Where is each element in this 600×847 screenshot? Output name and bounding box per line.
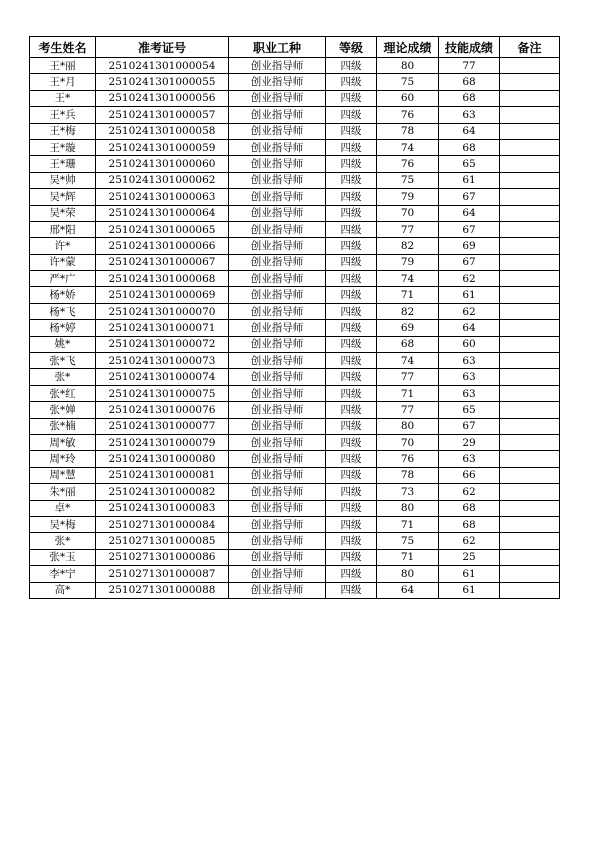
cell-candidate-name: 吴*辉 — [30, 189, 96, 205]
cell-theory-score: 76 — [377, 107, 439, 123]
table-row — [30, 484, 560, 500]
cell-admission-number: 2510241301000074 — [96, 369, 229, 385]
cell-theory-score: 80 — [377, 566, 439, 582]
table-row — [30, 107, 560, 123]
cell-occupation: 创业指导师 — [229, 320, 326, 336]
cell-theory-score: 71 — [377, 287, 439, 303]
cell-admission-number: 2510241301000067 — [96, 254, 229, 270]
cell-level: 四级 — [326, 221, 377, 237]
cell-skill-score: 68 — [439, 90, 500, 106]
cell-level: 四级 — [326, 336, 377, 352]
cell-remarks — [500, 303, 560, 319]
cell-level: 四级 — [326, 123, 377, 139]
cell-level: 四级 — [326, 500, 377, 516]
cell-skill-score: 77 — [439, 58, 500, 74]
table-row — [30, 385, 560, 401]
cell-level: 四级 — [326, 74, 377, 90]
cell-skill-score: 62 — [439, 533, 500, 549]
cell-skill-score: 66 — [439, 467, 500, 483]
cell-admission-number: 2510241301000077 — [96, 418, 229, 434]
cell-candidate-name: 张*婵 — [30, 402, 96, 418]
cell-level: 四级 — [326, 271, 377, 287]
header-level: 等级 — [326, 37, 377, 58]
cell-admission-number: 2510271301000086 — [96, 549, 229, 565]
cell-level: 四级 — [326, 287, 377, 303]
cell-theory-score: 82 — [377, 238, 439, 254]
cell-level: 四级 — [326, 303, 377, 319]
table-row — [30, 516, 560, 532]
cell-admission-number: 2510271301000088 — [96, 582, 229, 598]
cell-skill-score: 67 — [439, 254, 500, 270]
cell-occupation: 创业指导师 — [229, 369, 326, 385]
table-row — [30, 467, 560, 483]
cell-theory-score: 69 — [377, 320, 439, 336]
cell-occupation: 创业指导师 — [229, 254, 326, 270]
cell-admission-number: 2510241301000070 — [96, 303, 229, 319]
cell-skill-score: 68 — [439, 516, 500, 532]
cell-skill-score: 61 — [439, 172, 500, 188]
table-row — [30, 320, 560, 336]
cell-theory-score: 64 — [377, 582, 439, 598]
cell-remarks — [500, 418, 560, 434]
cell-candidate-name: 王*兵 — [30, 107, 96, 123]
cell-remarks — [500, 369, 560, 385]
table-row — [30, 336, 560, 352]
cell-occupation: 创业指导师 — [229, 303, 326, 319]
cell-admission-number: 2510271301000085 — [96, 533, 229, 549]
cell-occupation: 创业指导师 — [229, 385, 326, 401]
table-row — [30, 533, 560, 549]
cell-candidate-name: 高* — [30, 582, 96, 598]
cell-remarks — [500, 139, 560, 155]
cell-skill-score: 29 — [439, 434, 500, 450]
table-row — [30, 582, 560, 598]
cell-skill-score: 63 — [439, 369, 500, 385]
cell-admission-number: 2510241301000072 — [96, 336, 229, 352]
cell-level: 四级 — [326, 58, 377, 74]
table-row — [30, 451, 560, 467]
cell-admission-number: 2510241301000062 — [96, 172, 229, 188]
table-row — [30, 189, 560, 205]
cell-remarks — [500, 123, 560, 139]
cell-level: 四级 — [326, 107, 377, 123]
cell-skill-score: 67 — [439, 189, 500, 205]
cell-remarks — [500, 434, 560, 450]
table-row — [30, 221, 560, 237]
cell-admission-number: 2510241301000056 — [96, 90, 229, 106]
cell-theory-score: 80 — [377, 418, 439, 434]
cell-theory-score: 71 — [377, 516, 439, 532]
header-occupation: 职业工种 — [229, 37, 326, 58]
cell-theory-score: 78 — [377, 467, 439, 483]
cell-remarks — [500, 90, 560, 106]
cell-skill-score: 61 — [439, 582, 500, 598]
cell-candidate-name: 王*丽 — [30, 58, 96, 74]
header-skill-score: 技能成绩 — [439, 37, 500, 58]
cell-candidate-name: 周*敏 — [30, 434, 96, 450]
cell-occupation: 创业指导师 — [229, 74, 326, 90]
cell-remarks — [500, 74, 560, 90]
cell-skill-score: 68 — [439, 139, 500, 155]
cell-candidate-name: 卓* — [30, 500, 96, 516]
cell-admission-number: 2510241301000081 — [96, 467, 229, 483]
cell-occupation: 创业指导师 — [229, 353, 326, 369]
cell-candidate-name: 周*玲 — [30, 451, 96, 467]
cell-candidate-name: 周*慧 — [30, 467, 96, 483]
cell-theory-score: 82 — [377, 303, 439, 319]
cell-level: 四级 — [326, 172, 377, 188]
cell-theory-score: 77 — [377, 402, 439, 418]
table-row — [30, 500, 560, 516]
cell-admission-number: 2510241301000057 — [96, 107, 229, 123]
cell-level: 四级 — [326, 516, 377, 532]
cell-theory-score: 80 — [377, 500, 439, 516]
cell-occupation: 创业指导师 — [229, 107, 326, 123]
cell-admission-number: 2510241301000065 — [96, 221, 229, 237]
cell-occupation: 创业指导师 — [229, 287, 326, 303]
cell-candidate-name: 严*广 — [30, 271, 96, 287]
cell-candidate-name: 张*楠 — [30, 418, 96, 434]
cell-theory-score: 75 — [377, 533, 439, 549]
cell-level: 四级 — [326, 320, 377, 336]
cell-theory-score: 73 — [377, 484, 439, 500]
cell-level: 四级 — [326, 533, 377, 549]
cell-theory-score: 71 — [377, 549, 439, 565]
cell-occupation: 创业指导师 — [229, 533, 326, 549]
cell-remarks — [500, 221, 560, 237]
cell-skill-score: 62 — [439, 303, 500, 319]
cell-occupation: 创业指导师 — [229, 123, 326, 139]
cell-level: 四级 — [326, 582, 377, 598]
cell-candidate-name: 张*红 — [30, 385, 96, 401]
cell-theory-score: 71 — [377, 385, 439, 401]
cell-remarks — [500, 156, 560, 172]
cell-occupation: 创业指导师 — [229, 172, 326, 188]
cell-theory-score: 74 — [377, 271, 439, 287]
cell-admission-number: 2510241301000066 — [96, 238, 229, 254]
cell-skill-score: 64 — [439, 123, 500, 139]
cell-occupation: 创业指导师 — [229, 238, 326, 254]
cell-level: 四级 — [326, 90, 377, 106]
table-row — [30, 549, 560, 565]
cell-admission-number: 2510241301000071 — [96, 320, 229, 336]
cell-candidate-name: 朱*丽 — [30, 484, 96, 500]
cell-admission-number: 2510241301000058 — [96, 123, 229, 139]
cell-occupation: 创业指导师 — [229, 189, 326, 205]
cell-skill-score: 65 — [439, 402, 500, 418]
cell-theory-score: 70 — [377, 434, 439, 450]
cell-candidate-name: 许* — [30, 238, 96, 254]
cell-remarks — [500, 516, 560, 532]
cell-level: 四级 — [326, 549, 377, 565]
cell-skill-score: 68 — [439, 500, 500, 516]
cell-skill-score: 65 — [439, 156, 500, 172]
cell-level: 四级 — [326, 484, 377, 500]
cell-theory-score: 68 — [377, 336, 439, 352]
cell-skill-score: 67 — [439, 221, 500, 237]
cell-occupation: 创业指导师 — [229, 566, 326, 582]
cell-level: 四级 — [326, 418, 377, 434]
cell-occupation: 创业指导师 — [229, 451, 326, 467]
table-header — [30, 37, 560, 58]
cell-occupation: 创业指导师 — [229, 402, 326, 418]
table-row — [30, 353, 560, 369]
cell-theory-score: 77 — [377, 221, 439, 237]
cell-level: 四级 — [326, 369, 377, 385]
cell-candidate-name: 许*蒙 — [30, 254, 96, 270]
cell-occupation: 创业指导师 — [229, 156, 326, 172]
cell-skill-score: 60 — [439, 336, 500, 352]
cell-skill-score: 68 — [439, 74, 500, 90]
cell-level: 四级 — [326, 139, 377, 155]
cell-remarks — [500, 336, 560, 352]
cell-remarks — [500, 320, 560, 336]
cell-remarks — [500, 566, 560, 582]
cell-admission-number: 2510241301000075 — [96, 385, 229, 401]
cell-occupation: 创业指导师 — [229, 516, 326, 532]
cell-skill-score: 69 — [439, 238, 500, 254]
cell-remarks — [500, 533, 560, 549]
cell-skill-score: 61 — [439, 566, 500, 582]
cell-occupation: 创业指导师 — [229, 434, 326, 450]
cell-occupation: 创业指导师 — [229, 139, 326, 155]
cell-level: 四级 — [326, 205, 377, 221]
cell-theory-score: 75 — [377, 74, 439, 90]
cell-remarks — [500, 500, 560, 516]
cell-occupation: 创业指导师 — [229, 484, 326, 500]
cell-admission-number: 2510241301000055 — [96, 74, 229, 90]
header-remarks: 备注 — [500, 37, 560, 58]
cell-skill-score: 64 — [439, 205, 500, 221]
table-row — [30, 287, 560, 303]
cell-theory-score: 75 — [377, 172, 439, 188]
cell-skill-score: 63 — [439, 451, 500, 467]
cell-skill-score: 61 — [439, 287, 500, 303]
cell-level: 四级 — [326, 402, 377, 418]
cell-remarks — [500, 58, 560, 74]
cell-admission-number: 2510241301000068 — [96, 271, 229, 287]
cell-theory-score: 79 — [377, 189, 439, 205]
cell-remarks — [500, 402, 560, 418]
cell-remarks — [500, 484, 560, 500]
cell-remarks — [500, 172, 560, 188]
table-body — [30, 58, 560, 599]
cell-level: 四级 — [326, 434, 377, 450]
cell-level: 四级 — [326, 467, 377, 483]
cell-candidate-name: 杨*娇 — [30, 287, 96, 303]
cell-occupation: 创业指导师 — [229, 336, 326, 352]
cell-skill-score: 63 — [439, 353, 500, 369]
header-theory-score: 理论成绩 — [377, 37, 439, 58]
cell-occupation: 创业指导师 — [229, 90, 326, 106]
cell-occupation: 创业指导师 — [229, 500, 326, 516]
cell-occupation: 创业指导师 — [229, 221, 326, 237]
cell-admission-number: 2510241301000059 — [96, 139, 229, 155]
cell-admission-number: 2510241301000076 — [96, 402, 229, 418]
header-row — [30, 37, 560, 58]
cell-level: 四级 — [326, 385, 377, 401]
cell-admission-number: 2510271301000087 — [96, 566, 229, 582]
cell-skill-score: 62 — [439, 271, 500, 287]
cell-remarks — [500, 189, 560, 205]
table-row — [30, 74, 560, 90]
table-row — [30, 90, 560, 106]
cell-admission-number: 2510241301000063 — [96, 189, 229, 205]
cell-level: 四级 — [326, 566, 377, 582]
cell-candidate-name: 王*珊 — [30, 156, 96, 172]
table-row — [30, 303, 560, 319]
cell-candidate-name: 吴*荣 — [30, 205, 96, 221]
cell-candidate-name: 张*飞 — [30, 353, 96, 369]
cell-remarks — [500, 467, 560, 483]
table-row — [30, 139, 560, 155]
cell-remarks — [500, 451, 560, 467]
cell-level: 四级 — [326, 238, 377, 254]
cell-candidate-name: 邢*阳 — [30, 221, 96, 237]
table-row — [30, 566, 560, 582]
cell-skill-score: 67 — [439, 418, 500, 434]
table-row — [30, 238, 560, 254]
cell-theory-score: 80 — [377, 58, 439, 74]
exam-score-table — [29, 36, 560, 599]
cell-theory-score: 74 — [377, 139, 439, 155]
cell-skill-score: 63 — [439, 385, 500, 401]
cell-remarks — [500, 254, 560, 270]
cell-occupation: 创业指导师 — [229, 418, 326, 434]
table-row — [30, 123, 560, 139]
cell-skill-score: 63 — [439, 107, 500, 123]
table-row — [30, 58, 560, 74]
table-row — [30, 156, 560, 172]
cell-admission-number: 2510241301000064 — [96, 205, 229, 221]
cell-theory-score: 76 — [377, 156, 439, 172]
table-row — [30, 172, 560, 188]
cell-admission-number: 2510241301000082 — [96, 484, 229, 500]
table-row — [30, 254, 560, 270]
cell-theory-score: 76 — [377, 451, 439, 467]
cell-occupation: 创业指导师 — [229, 582, 326, 598]
table-row — [30, 434, 560, 450]
cell-theory-score: 60 — [377, 90, 439, 106]
cell-remarks — [500, 238, 560, 254]
cell-skill-score: 62 — [439, 484, 500, 500]
cell-admission-number: 2510241301000054 — [96, 58, 229, 74]
cell-level: 四级 — [326, 156, 377, 172]
cell-level: 四级 — [326, 254, 377, 270]
cell-admission-number: 2510241301000079 — [96, 434, 229, 450]
cell-candidate-name: 王*璇 — [30, 139, 96, 155]
cell-admission-number: 2510241301000069 — [96, 287, 229, 303]
cell-remarks — [500, 353, 560, 369]
cell-theory-score: 74 — [377, 353, 439, 369]
cell-level: 四级 — [326, 353, 377, 369]
table-row — [30, 402, 560, 418]
cell-theory-score: 78 — [377, 123, 439, 139]
table-row — [30, 271, 560, 287]
cell-candidate-name: 吴*帅 — [30, 172, 96, 188]
cell-admission-number: 2510241301000073 — [96, 353, 229, 369]
cell-theory-score: 70 — [377, 205, 439, 221]
cell-candidate-name: 王* — [30, 90, 96, 106]
cell-theory-score: 77 — [377, 369, 439, 385]
cell-candidate-name: 姚* — [30, 336, 96, 352]
cell-admission-number: 2510271301000084 — [96, 516, 229, 532]
cell-occupation: 创业指导师 — [229, 58, 326, 74]
cell-occupation: 创业指导师 — [229, 205, 326, 221]
cell-candidate-name: 吴*梅 — [30, 516, 96, 532]
cell-remarks — [500, 271, 560, 287]
cell-candidate-name: 张* — [30, 369, 96, 385]
cell-candidate-name: 杨*飞 — [30, 303, 96, 319]
cell-admission-number: 2510241301000060 — [96, 156, 229, 172]
cell-skill-score: 25 — [439, 549, 500, 565]
cell-candidate-name: 王*梅 — [30, 123, 96, 139]
cell-remarks — [500, 107, 560, 123]
cell-remarks — [500, 385, 560, 401]
table-row — [30, 205, 560, 221]
cell-level: 四级 — [326, 189, 377, 205]
cell-level: 四级 — [326, 451, 377, 467]
cell-admission-number: 2510241301000083 — [96, 500, 229, 516]
cell-remarks — [500, 582, 560, 598]
cell-candidate-name: 张*玉 — [30, 549, 96, 565]
cell-candidate-name: 杨*婷 — [30, 320, 96, 336]
cell-occupation: 创业指导师 — [229, 467, 326, 483]
cell-admission-number: 2510241301000080 — [96, 451, 229, 467]
header-admission-number: 准考证号 — [96, 37, 229, 58]
cell-occupation: 创业指导师 — [229, 271, 326, 287]
cell-theory-score: 79 — [377, 254, 439, 270]
cell-candidate-name: 王*月 — [30, 74, 96, 90]
cell-candidate-name: 李*宁 — [30, 566, 96, 582]
header-candidate-name: 考生姓名 — [30, 37, 96, 58]
cell-remarks — [500, 549, 560, 565]
cell-candidate-name: 张* — [30, 533, 96, 549]
cell-skill-score: 64 — [439, 320, 500, 336]
cell-remarks — [500, 287, 560, 303]
cell-occupation: 创业指导师 — [229, 549, 326, 565]
cell-remarks — [500, 205, 560, 221]
table-row — [30, 418, 560, 434]
table-row — [30, 369, 560, 385]
